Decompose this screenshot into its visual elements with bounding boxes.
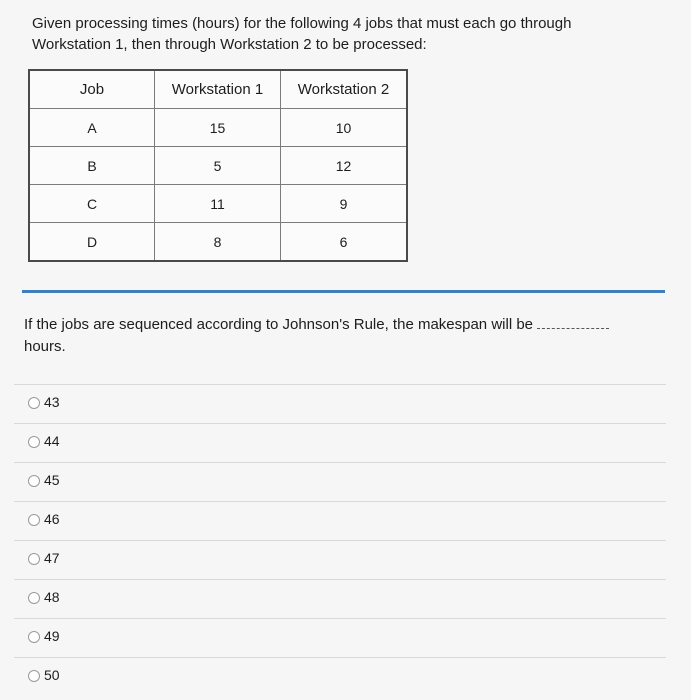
prompt-line-1: If the jobs are sequenced according to Johnson's Rule, the makespan will be <box>24 316 534 333</box>
prompt-line-2: hours. <box>24 338 66 355</box>
answer-option[interactable] <box>14 384 666 423</box>
table-row <box>29 147 407 185</box>
option-label: 44 <box>44 433 60 449</box>
question-intro <box>32 13 652 55</box>
table-cell: B <box>29 147 155 185</box>
answer-option[interactable] <box>14 501 666 540</box>
section-divider <box>22 290 665 293</box>
answer-option[interactable] <box>14 579 666 618</box>
answer-option[interactable] <box>14 462 666 501</box>
table-row <box>29 185 407 223</box>
radio-button[interactable] <box>28 631 40 643</box>
table-cell: 6 <box>281 223 408 262</box>
table-cell: A <box>29 109 155 147</box>
radio-button[interactable] <box>28 397 40 409</box>
option-label: 50 <box>44 667 60 683</box>
option-label: 48 <box>44 589 60 605</box>
table-cell: 11 <box>155 185 281 223</box>
answer-option[interactable] <box>14 423 666 462</box>
header-workstation-1: Workstation 1 <box>155 70 281 109</box>
intro-line-1: Given processing times (hours) for the following 4 jobs that must each go through <box>32 15 572 32</box>
table-cell: C <box>29 185 155 223</box>
answer-option[interactable] <box>14 540 666 579</box>
header-job: Job <box>29 70 155 109</box>
radio-button[interactable] <box>28 670 40 682</box>
option-label: 46 <box>44 511 60 527</box>
radio-button[interactable] <box>28 553 40 565</box>
option-label: 47 <box>44 550 60 566</box>
table-header-row <box>29 70 407 109</box>
radio-button[interactable] <box>28 514 40 526</box>
answer-blank <box>537 328 609 329</box>
option-label: 43 <box>44 394 60 410</box>
radio-button[interactable] <box>28 475 40 487</box>
processing-times-table <box>28 69 408 262</box>
intro-line-2: Workstation 1, then through Workstation 2 to be processed: <box>32 36 427 53</box>
table-cell: 15 <box>155 109 281 147</box>
table-row <box>29 223 407 262</box>
answer-option[interactable] <box>14 657 666 696</box>
table-cell: 5 <box>155 147 281 185</box>
table-cell: 9 <box>281 185 408 223</box>
answer-option[interactable] <box>14 618 666 657</box>
option-label: 49 <box>44 628 60 644</box>
header-workstation-2: Workstation 2 <box>281 70 408 109</box>
table-row <box>29 109 407 147</box>
radio-button[interactable] <box>28 592 40 604</box>
option-label: 45 <box>44 472 60 488</box>
table-cell: 10 <box>281 109 408 147</box>
table-cell: 12 <box>281 147 408 185</box>
table-cell: D <box>29 223 155 262</box>
radio-button[interactable] <box>28 436 40 448</box>
table-cell: 8 <box>155 223 281 262</box>
question-prompt <box>24 314 664 358</box>
